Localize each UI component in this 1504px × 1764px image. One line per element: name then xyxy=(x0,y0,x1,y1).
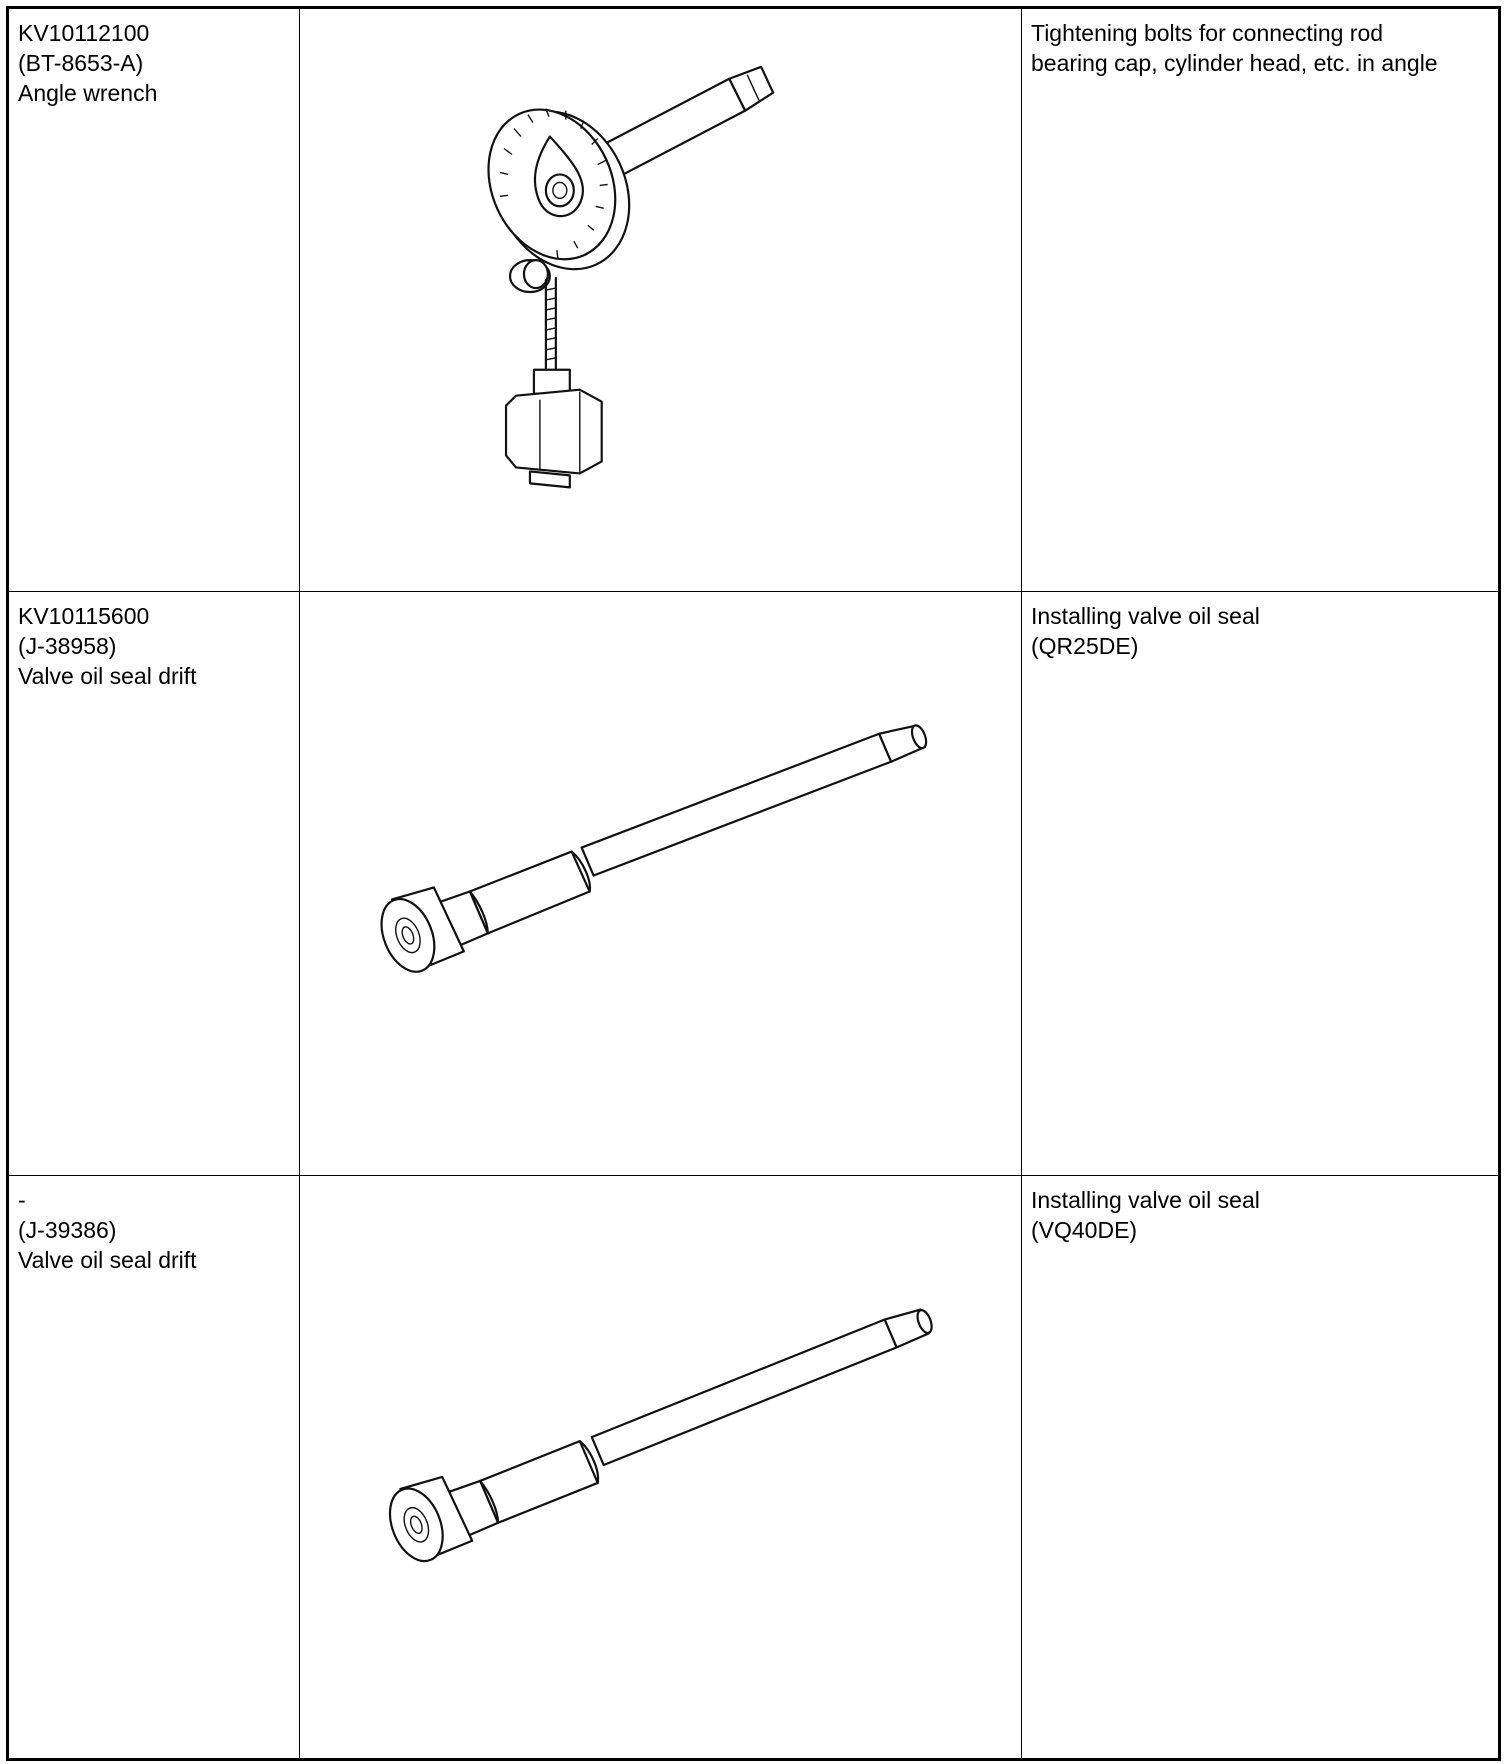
tool-illustration-cell xyxy=(300,8,1022,592)
description-line: Tightening bolts for connecting rod xyxy=(1031,20,1384,46)
tool-illustration-cell xyxy=(300,592,1022,1176)
table-row xyxy=(8,592,1500,1176)
tool-number: KV10115600 xyxy=(18,603,150,629)
tool-illustration-cell xyxy=(300,1176,1022,1760)
tool-name: Valve oil seal drift xyxy=(18,1247,197,1273)
description-line: (VQ40DE) xyxy=(1031,1217,1138,1243)
tool-number: KV10112100 xyxy=(18,20,150,46)
tool-id-cell xyxy=(8,1176,300,1760)
description-line: (QR25DE) xyxy=(1031,633,1139,659)
tool-number: - xyxy=(18,1187,26,1213)
table-row xyxy=(8,1176,1500,1760)
tool-alt-number: (J-38958) xyxy=(18,633,117,659)
valve-oil-seal-drift-icon xyxy=(300,592,1021,1175)
description-line: Installing valve oil seal xyxy=(1031,1187,1260,1213)
table-row xyxy=(8,8,1500,592)
tool-alt-number: (J-39386) xyxy=(18,1217,117,1243)
tool-alt-number: (BT-8653-A) xyxy=(18,50,144,76)
tool-description-cell xyxy=(1022,8,1500,592)
angle-wrench-icon xyxy=(300,9,1021,591)
tool-description-cell xyxy=(1022,1176,1500,1760)
tool-id-cell xyxy=(8,592,300,1176)
tool-id-cell xyxy=(8,8,300,592)
tool-name: Angle wrench xyxy=(18,80,158,106)
tool-name: Valve oil seal drift xyxy=(18,663,197,689)
tool-description-cell xyxy=(1022,592,1500,1176)
valve-oil-seal-drift-icon xyxy=(300,1176,1021,1758)
special-tools-table xyxy=(6,6,1501,1761)
description-line: Installing valve oil seal xyxy=(1031,603,1260,629)
description-line: bearing cap, cylinder head, etc. in angle xyxy=(1031,50,1438,76)
